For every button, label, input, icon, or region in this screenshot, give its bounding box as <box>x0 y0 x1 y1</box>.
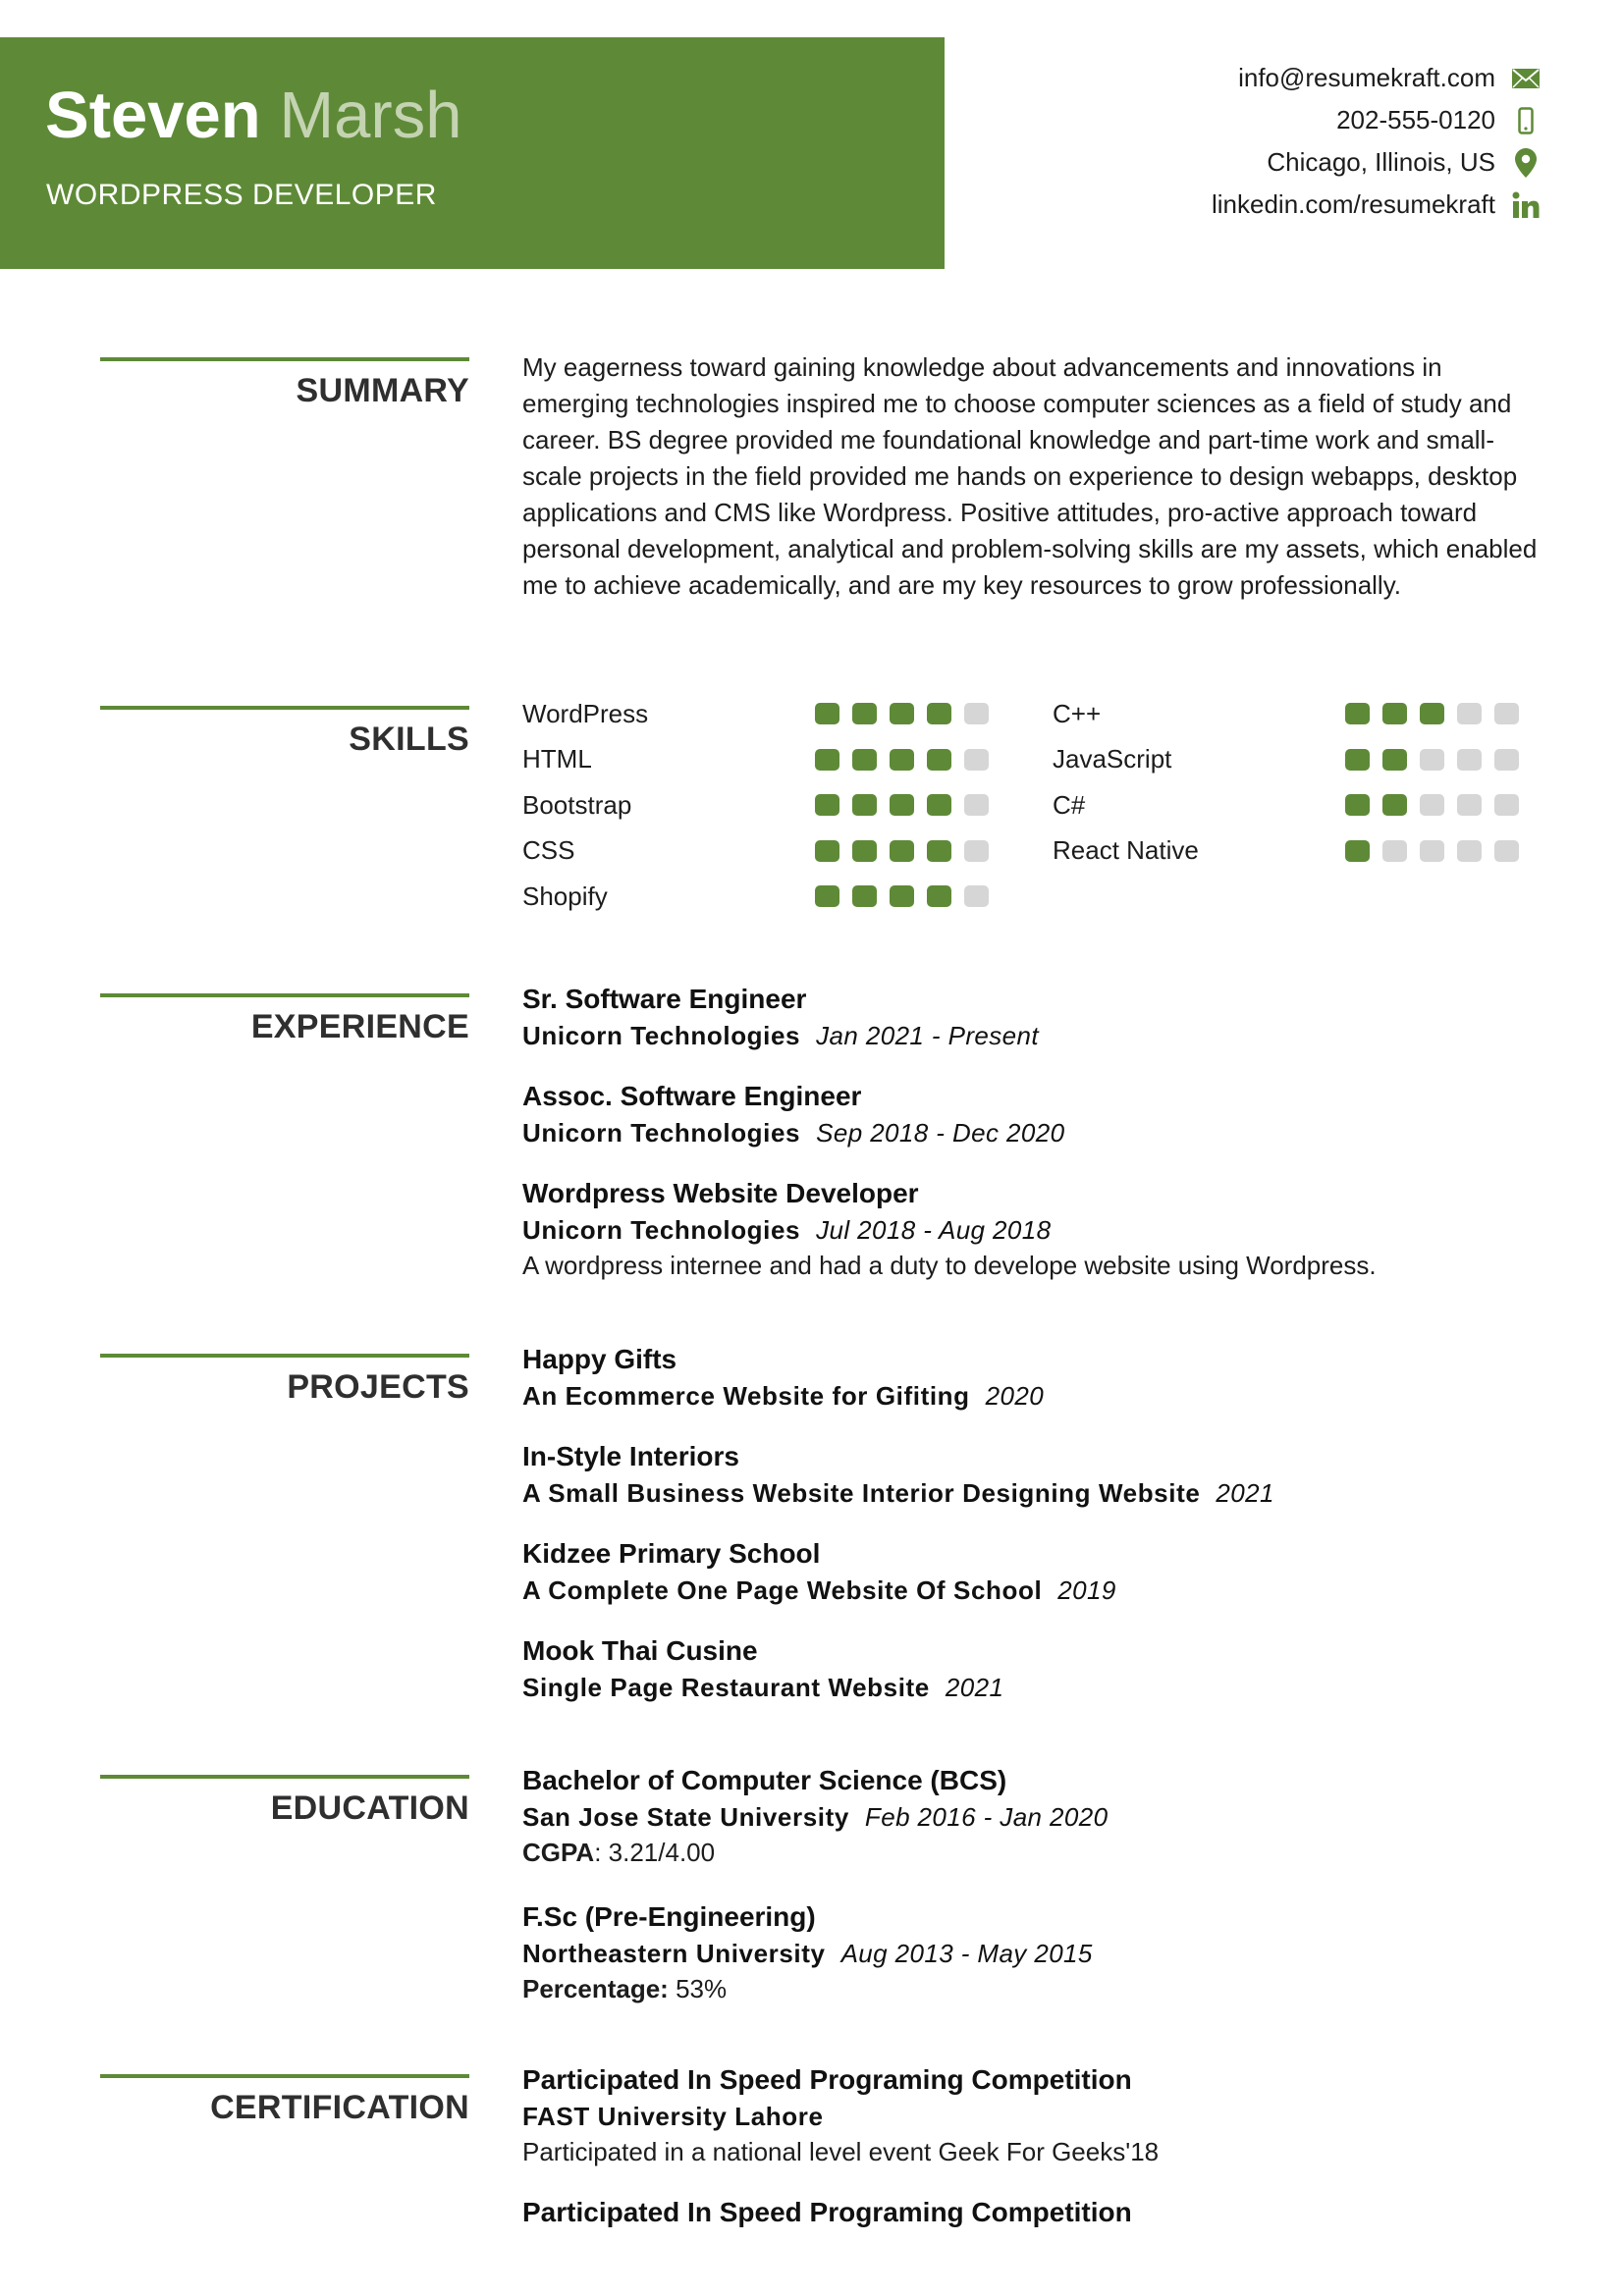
project-name: Kidzee Primary School <box>522 1538 821 1569</box>
job-role: Assoc. Software Engineer <box>522 1081 862 1111</box>
project-year: 2020 <box>985 1381 1045 1411</box>
rating-dot-empty <box>964 885 989 907</box>
degree: Bachelor of Computer Science (BCS) <box>522 1765 1007 1795</box>
certification-heading: CERTIFICATION <box>210 2089 469 2126</box>
rating-dot-empty <box>1457 840 1482 862</box>
skill-name: C# <box>1053 789 1086 820</box>
rating-dot-empty <box>1494 840 1519 862</box>
rating-dot-filled <box>815 749 839 771</box>
skill-name: React Native <box>1053 835 1199 865</box>
rating-dot-filled <box>1345 840 1370 862</box>
certification-title: Participated In Speed Programing Competition <box>522 2197 1132 2227</box>
project-name: Happy Gifts <box>522 1344 677 1374</box>
map-pin-icon <box>1509 148 1542 178</box>
envelope-icon <box>1509 64 1542 93</box>
skill-rating <box>1345 794 1519 816</box>
skill-rating <box>1345 840 1519 862</box>
skill-rating <box>815 749 989 771</box>
certification-description: Participated in a national level event Geek For Geeks'18 <box>522 2137 1160 2166</box>
company: Unicorn Technologies <box>522 1215 801 1245</box>
rating-dot-filled <box>1382 749 1407 771</box>
grade-value: 3.21/4.00 <box>608 1838 716 1867</box>
summary-text: My eagerness toward gaining knowledge about advancements and innovations in emerging technologies inspired me to choose computer sciences as a field of study and career. BS degree provided me foundational knowledge and part-time work and small-scale projects in the field provided me hands on experience to design webapps, desktop applications and CMS like Wordpress. Positive attitudes, pro-active approach toward personal development, analytical and problem-solving skills are my assets, which enabled me to achieve academically, and are my key resources to grow professionally. <box>522 352 1538 600</box>
rating-dot-filled <box>1382 703 1407 724</box>
first-name: Steven <box>45 79 261 152</box>
rating-dot-empty <box>1420 794 1444 816</box>
rating-dot-empty <box>964 749 989 771</box>
rating-dot-filled <box>927 840 951 862</box>
skill-item <box>1053 782 1519 828</box>
grade-label: CGPA <box>522 1838 595 1867</box>
skill-name: Bootstrap <box>522 789 632 820</box>
header-band <box>0 37 945 269</box>
project-description: An Ecommerce Website for Gifiting <box>522 1381 970 1411</box>
contact-list <box>1212 57 1542 226</box>
rating-dot-empty <box>1420 749 1444 771</box>
skill-item <box>522 828 989 874</box>
skills-heading: SKILLS <box>349 721 469 758</box>
grade <box>522 1971 1553 2006</box>
contact-phone[interactable] <box>1212 99 1542 141</box>
rating-dot-filled <box>852 794 877 816</box>
project-description: Single Page Restaurant Website <box>522 1673 930 1702</box>
rating-dot-empty <box>1457 703 1482 724</box>
section-rule <box>100 1354 469 1358</box>
project-entry <box>522 1535 1553 1608</box>
education-heading: EDUCATION <box>270 1789 469 1827</box>
rating-dot-empty <box>1457 794 1482 816</box>
project-entry <box>522 1632 1553 1705</box>
education-entry <box>522 1898 1553 2006</box>
rating-dot-empty <box>964 703 989 724</box>
skill-item <box>522 691 989 736</box>
rating-dot-filled <box>1382 794 1407 816</box>
skill-rating <box>815 794 989 816</box>
grade <box>522 1835 1553 1870</box>
rating-dot-empty <box>964 794 989 816</box>
rating-dot-filled <box>1420 703 1444 724</box>
job-title: WORDPRESS DEVELOPER <box>46 179 437 211</box>
certification-entry <box>522 2194 1553 2231</box>
skill-name: C++ <box>1053 698 1102 728</box>
contact-email[interactable] <box>1212 57 1542 99</box>
rating-dot-filled <box>815 703 839 724</box>
skill-rating <box>1345 749 1519 771</box>
section-rule <box>100 993 469 997</box>
candidate-name <box>45 79 462 152</box>
skill-item <box>522 737 989 782</box>
skill-name: JavaScript <box>1053 744 1172 774</box>
project-entry <box>522 1438 1553 1511</box>
project-year: 2021 <box>945 1673 1004 1702</box>
skill-rating <box>815 840 989 862</box>
contact-location <box>1212 141 1542 184</box>
linkedin-icon <box>1509 190 1542 220</box>
rating-dot-filled <box>815 794 839 816</box>
company: Unicorn Technologies <box>522 1021 801 1050</box>
skill-name: WordPress <box>522 698 649 728</box>
last-name: Marsh <box>279 79 462 152</box>
project-entry <box>522 1341 1553 1414</box>
project-name: In-Style Interiors <box>522 1441 739 1471</box>
grade-separator <box>669 1974 676 2003</box>
rating-dot-filled <box>852 840 877 862</box>
location-text: Chicago, Illinois, US <box>1267 147 1495 177</box>
rating-dot-empty <box>1494 749 1519 771</box>
rating-dot-filled <box>927 885 951 907</box>
rating-dot-filled <box>852 749 877 771</box>
skill-rating <box>1345 703 1519 724</box>
skill-rating <box>815 885 989 907</box>
phone-text: 202-555-0120 <box>1336 105 1495 134</box>
job-role: Wordpress Website Developer <box>522 1178 919 1208</box>
section-rule <box>100 357 469 361</box>
rating-dot-filled <box>927 794 951 816</box>
rating-dot-filled <box>890 794 914 816</box>
experience-entry <box>522 1078 1553 1150</box>
rating-dot-filled <box>815 885 839 907</box>
company: Unicorn Technologies <box>522 1118 801 1148</box>
contact-linkedin[interactable] <box>1212 184 1542 226</box>
email-text: info@resumekraft.com <box>1238 63 1495 92</box>
rating-dot-empty <box>1494 703 1519 724</box>
rating-dot-empty <box>1494 794 1519 816</box>
date-range: Feb 2016 - Jan 2020 <box>864 1802 1109 1832</box>
experience-heading: EXPERIENCE <box>250 1008 469 1045</box>
degree: F.Sc (Pre-Engineering) <box>522 1901 816 1932</box>
rating-dot-filled <box>927 749 951 771</box>
education-entry <box>522 1762 1553 1870</box>
project-year: 2019 <box>1057 1575 1116 1605</box>
institution: Northeastern University <box>522 1939 826 1968</box>
grade-value: 53% <box>676 1974 728 2003</box>
skill-rating <box>815 703 989 724</box>
rating-dot-empty <box>1420 840 1444 862</box>
skill-name: CSS <box>522 835 575 865</box>
rating-dot-filled <box>1345 794 1370 816</box>
experience-entry <box>522 1175 1553 1283</box>
linkedin-text: linkedin.com/resumekraft <box>1212 189 1495 219</box>
rating-dot-filled <box>852 885 877 907</box>
rating-dot-filled <box>890 840 914 862</box>
rating-dot-filled <box>1345 703 1370 724</box>
skill-name: Shopify <box>522 881 608 911</box>
project-year: 2021 <box>1216 1478 1274 1508</box>
section-rule <box>100 2074 469 2078</box>
rating-dot-filled <box>890 749 914 771</box>
job-description: A wordpress internee and had a duty to develope website using Wordpress. <box>522 1251 1377 1280</box>
projects-heading: PROJECTS <box>287 1368 469 1406</box>
phone-icon <box>1509 106 1542 135</box>
rating-dot-filled <box>852 703 877 724</box>
date-range: Aug 2013 - May 2015 <box>840 1939 1093 1968</box>
certification-title: Participated In Speed Programing Competition <box>522 2064 1132 2095</box>
date-range: Jul 2018 - Aug 2018 <box>816 1215 1052 1245</box>
section-rule <box>100 1775 469 1779</box>
rating-dot-filled <box>1345 749 1370 771</box>
rating-dot-filled <box>927 703 951 724</box>
grade-separator: : <box>594 1838 609 1867</box>
rating-dot-empty <box>1457 749 1482 771</box>
project-description: A Small Business Website Interior Designing Website <box>522 1478 1201 1508</box>
skill-item <box>1053 737 1519 782</box>
rating-dot-empty <box>1382 840 1407 862</box>
rating-dot-filled <box>890 885 914 907</box>
institution: San Jose State University <box>522 1802 849 1832</box>
skill-item <box>1053 691 1519 736</box>
certification-entry <box>522 2061 1553 2169</box>
grade-label: Percentage: <box>522 1974 669 2003</box>
skill-name: HTML <box>522 744 592 774</box>
skill-item <box>1053 828 1519 874</box>
skill-item <box>522 874 989 919</box>
project-name: Mook Thai Cusine <box>522 1635 758 1666</box>
rating-dot-empty <box>964 840 989 862</box>
rating-dot-filled <box>815 840 839 862</box>
date-range: Jan 2021 - Present <box>816 1021 1040 1050</box>
issuer: FAST University Lahore <box>522 2102 824 2131</box>
project-description: A Complete One Page Website Of School <box>522 1575 1043 1605</box>
experience-entry <box>522 981 1553 1053</box>
job-role: Sr. Software Engineer <box>522 984 807 1014</box>
skill-item <box>522 782 989 828</box>
summary-heading: SUMMARY <box>296 372 469 409</box>
date-range: Sep 2018 - Dec 2020 <box>816 1118 1065 1148</box>
section-rule <box>100 706 469 710</box>
rating-dot-filled <box>890 703 914 724</box>
